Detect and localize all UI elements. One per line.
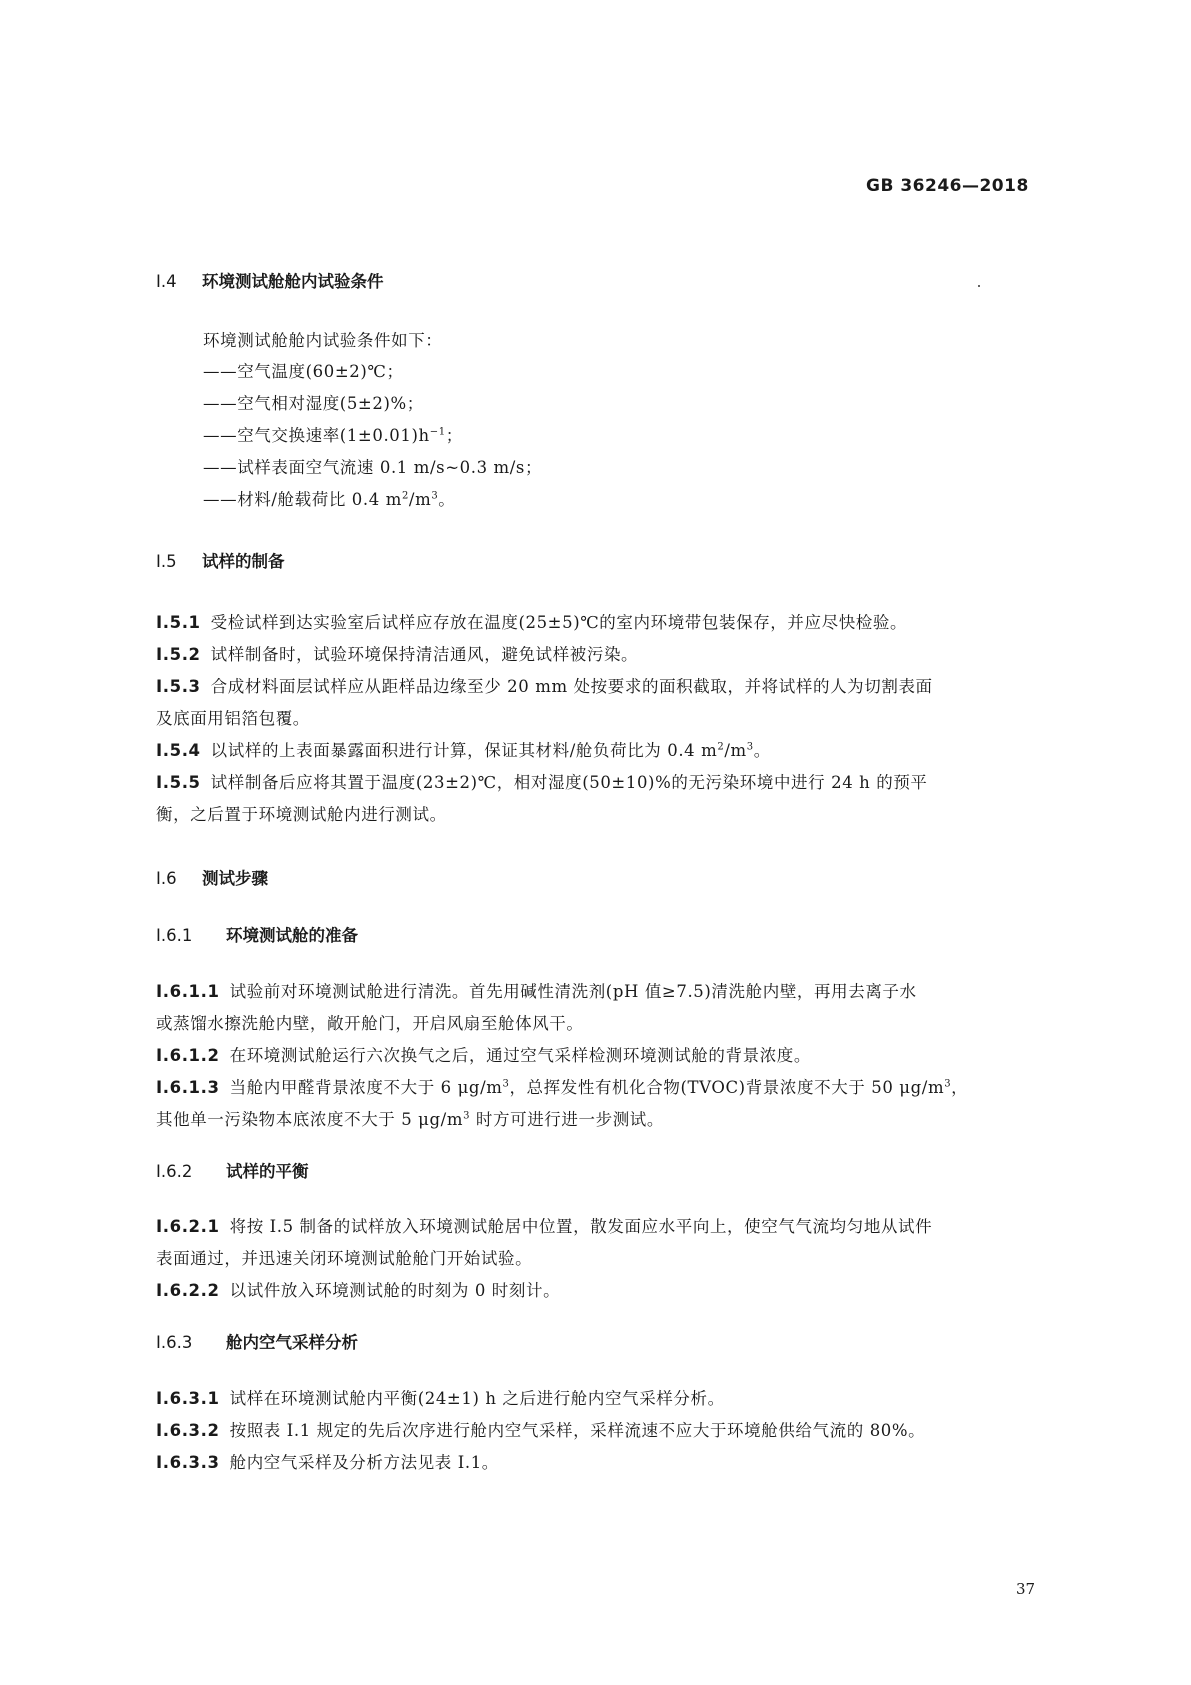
clause-i5-3-cont: 及底面用铝箔包覆。 xyxy=(156,709,310,728)
standard-number: GB 36246—2018 xyxy=(866,176,1029,196)
section-number: I.5 xyxy=(156,552,177,571)
section-i4-heading xyxy=(156,268,384,292)
clause-i6-2-1: I.6.2.1 将按 I.5 制备的试样放入环境测试舱居中位置，散发面应水平向上，使空气气流均匀地从试件 xyxy=(156,1217,933,1236)
section-number: I.6 xyxy=(156,869,177,888)
stray-dot xyxy=(978,285,980,287)
section-number: I.4 xyxy=(156,272,177,291)
condition-item: ——试样表面空气流速 0.1 m/s~0.3 m/s； xyxy=(203,458,543,477)
subsection-i6-2-heading: I.6.2 试样的平衡 xyxy=(156,1162,309,1181)
clause-i6-1-1-cont: 或蒸馏水擦洗舱内壁，敞开舱门，开启风扇至舱体风干。 xyxy=(156,1014,584,1033)
section-i6-heading xyxy=(156,865,268,889)
section-title: 测试步骤 xyxy=(202,869,268,888)
clause-i6-3-2: I.6.3.2 按照表 I.1 规定的先后次序进行舱内空气采样，采样流速不应大于环境舱供给气流的 80%。 xyxy=(156,1421,926,1440)
clause-i6-2-2: I.6.2.2 以试件放入环境测试舱的时刻为 0 时刻计。 xyxy=(156,1281,561,1300)
condition-item: ——空气相对湿度(5±2)%； xyxy=(203,394,424,413)
section-title: 试样的制备 xyxy=(202,552,285,571)
clause-i5-2: I.5.2 试样制备时，试验环境保持清洁通风，避免试样被污染。 xyxy=(156,645,639,664)
clause-i6-3-3: I.6.3.3 舱内空气采样及分析方法见表 I.1。 xyxy=(156,1453,499,1472)
clause-i6-1-1: I.6.1.1 试验前对环境测试舱进行清洗。首先用碱性清洗剂(pH 值≥7.5)清洗舱内壁，再用去离子水 xyxy=(156,982,917,1001)
section-title: 环境测试舱舱内试验条件 xyxy=(202,272,384,291)
clause-i6-1-2: I.6.1.2 在环境测试舱运行六次换气之后，通过空气采样检测环境测试舱的背景浓度。 xyxy=(156,1046,811,1065)
condition-item: ——空气温度(60±2)℃； xyxy=(203,362,404,381)
condition-item: ——空气交换速率$(1\pm 0.01)h^{-1}$； xyxy=(203,426,463,445)
clause-i5-5: I.5.5 试样制备后应将其置于温度(23±2)℃，相对湿度(50±10)%的无污染环境中进行 24 h 的预平 xyxy=(156,773,928,792)
clause-i6-1-3: I.6.1.3 当舱内甲醛背景浓度不大于 6 $\mu g/m^3$，总挥发性有机化合物(TVOC)背景浓度不大于 50 $\mu g/m^3$， xyxy=(156,1078,969,1097)
clause-i6-3-1: I.6.3.1 试样在环境测试舱内平衡(24±1) h 之后进行舱内空气采样分析。 xyxy=(156,1389,725,1408)
i4-intro: 环境测试舱舱内试验条件如下： xyxy=(203,331,443,350)
clause-i5-3: I.5.3 合成材料面层试样应从距样品边缘至少 20 mm 处按要求的面积截取，并将试样的人为切割表面 xyxy=(156,677,933,696)
condition-item: ——材料/舱载荷比 0.4 $m^2/m^3$。 xyxy=(203,490,456,509)
section-i5-heading xyxy=(156,548,285,572)
clause-i6-1-3-cont: 其他单一污染物本底浓度不大于 5 $\mu g/m^3$ 时方可进行进一步测试。 xyxy=(156,1110,664,1129)
subsection-i6-1-heading: I.6.1 环境测试舱的准备 xyxy=(156,926,358,945)
clause-i5-4: I.5.4 以试样的上表面暴露面积进行计算，保证其材料/舱负荷比为 0.4 $m^2/m^3$。 xyxy=(156,741,771,760)
clause-i6-2-1-cont: 表面通过，并迅速关闭环境测试舱舱门开始试验。 xyxy=(156,1249,533,1268)
clause-i5-1: I.5.1 受检试样到达实验室后试样应存放在温度(25±5)℃的室内环境带包装保存，并应尽快检验。 xyxy=(156,613,908,632)
page-number: 37 xyxy=(1016,1580,1036,1598)
subsection-i6-3-heading: I.6.3 舱内空气采样分析 xyxy=(156,1333,358,1352)
clause-i5-5-cont: 衡，之后置于环境测试舱内进行测试。 xyxy=(156,805,447,824)
